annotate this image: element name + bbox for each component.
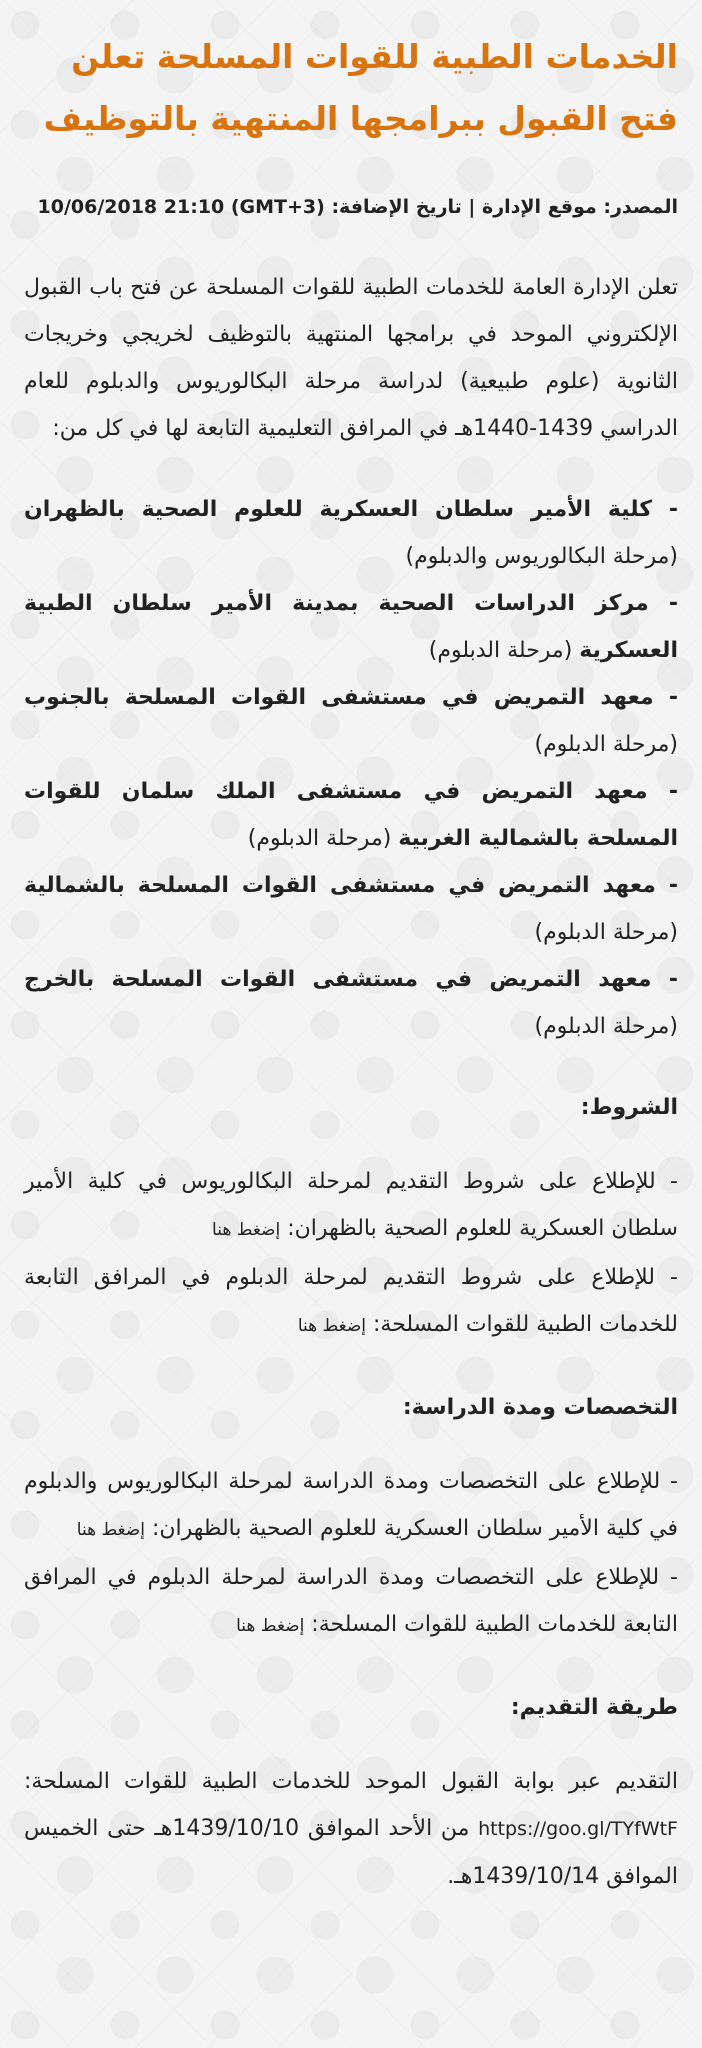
institution-name: - معهد التمريض في مستشفى القوات المسلحة بالجنوب — [24, 685, 678, 710]
institution-stage: (مرحلة الدبلوم) — [247, 826, 399, 851]
list-item — [24, 862, 678, 956]
institution-name: - مركز الدراسات الصحية بمدينة الأمير سلطان الطبية العسكرية — [24, 591, 678, 663]
list-item — [24, 1554, 678, 1650]
institution-stage: (مرحلة الدبلوم) — [534, 1014, 678, 1039]
click-here-link[interactable]: إضغط هنا — [76, 1520, 145, 1540]
apply-paragraph — [24, 1758, 678, 1900]
institution-name: - معهد التمريض في مستشفى القوات المسلحة بالشمالية — [24, 873, 678, 898]
article-title: الخدمات الطبية للقوات المسلحة تعلن فتح القبول ببرامجها المنتهية بالتوظيف — [43, 37, 678, 138]
institution-stage: (مرحلة الدبلوم) — [428, 638, 580, 663]
list-item — [24, 1158, 678, 1254]
conditions-heading: الشروط: — [580, 1095, 678, 1120]
list-item — [24, 1254, 678, 1350]
list-item — [24, 674, 678, 768]
apply-heading: طريقة التقديم: — [510, 1695, 678, 1720]
list-item — [24, 580, 678, 674]
intro-paragraph: تعلن الإدارة العامة للخدمات الطبية للقوات المسلحة عن فتح باب القبول الإلكتروني الموحد في برامجها المنتهية بالتوظيف لخريجي وخريجات الثانوية (علوم طبيعية) لدراسة مرحلة البكالوريوس والدبلوم للعام الدراسي 1439-1440هـ في المرافق التعليمية التابعة لها في كل من: — [24, 275, 678, 441]
condition-text: - للإطلاع على شروط التقديم لمرحلة الدبلوم في المرافق التابعة للخدمات الطبية للقوات المسلحة: — [24, 1265, 678, 1337]
click-here-link[interactable]: إضغط هنا — [297, 1316, 366, 1336]
specialty-text: - للإطلاع على التخصصات ومدة الدراسة لمرحلة البكالوريوس والدبلوم في كلية الأمير سلطان العسكرية للعلوم الصحية بالظهران: — [24, 1469, 678, 1541]
apply-section — [24, 1758, 678, 1900]
list-item — [24, 768, 678, 862]
meta-source-and-label: المصدر: موقع الإدارة | تاريخ الإضافة: — [324, 196, 678, 218]
condition-text: - للإطلاع على شروط التقديم لمرحلة البكالوريوس في كلية الأمير سلطان العسكرية للعلوم الصحية بالظهران: — [24, 1169, 678, 1241]
click-here-link[interactable]: إضغط هنا — [236, 1616, 305, 1636]
list-item — [24, 486, 678, 580]
list-item — [24, 1458, 678, 1554]
conditions-section — [24, 1158, 678, 1350]
institution-stage: (مرحلة البكالوريوس والدبلوم) — [405, 544, 678, 569]
institution-name: - كلية الأمير سلطان العسكرية للعلوم الصحية بالظهران — [24, 497, 678, 522]
institution-name: - معهد التمريض في مستشفى الملك سلمان للقوات المسلحة بالشمالية الغربية — [24, 779, 678, 851]
specialties-heading: التخصصات ومدة الدراسة: — [402, 1395, 678, 1420]
article-meta — [24, 192, 678, 222]
specialty-text: - للإطلاع على التخصصات ومدة الدراسة لمرحلة الدبلوم في المرافق التابعة للخدمات الطبية للقوات المسلحة: — [24, 1565, 678, 1637]
apply-text-after: من الأحد الموافق 1439/10/10هـ حتى الخميس الموافق 1439/10/14هـ. — [24, 1816, 678, 1889]
meta-datetime: 10/06/2018 21:10 (GMT+3) — [37, 196, 325, 218]
apply-text-before: التقديم عبر بوابة القبول الموحد للخدمات الطبية للقوات المسلحة: — [24, 1769, 678, 1794]
specialties-section — [24, 1458, 678, 1650]
apply-portal-link[interactable]: https://goo.gl/TYfWtF — [478, 1818, 678, 1840]
institution-name: - معهد التمريض في مستشفى القوات المسلحة بالخرج — [24, 967, 678, 992]
click-here-link[interactable]: إضغط هنا — [212, 1220, 281, 1240]
institution-stage: (مرحلة الدبلوم) — [534, 732, 678, 757]
institution-stage: (مرحلة الدبلوم) — [534, 920, 678, 945]
institutions-list — [24, 486, 678, 1050]
list-item — [24, 956, 678, 1050]
